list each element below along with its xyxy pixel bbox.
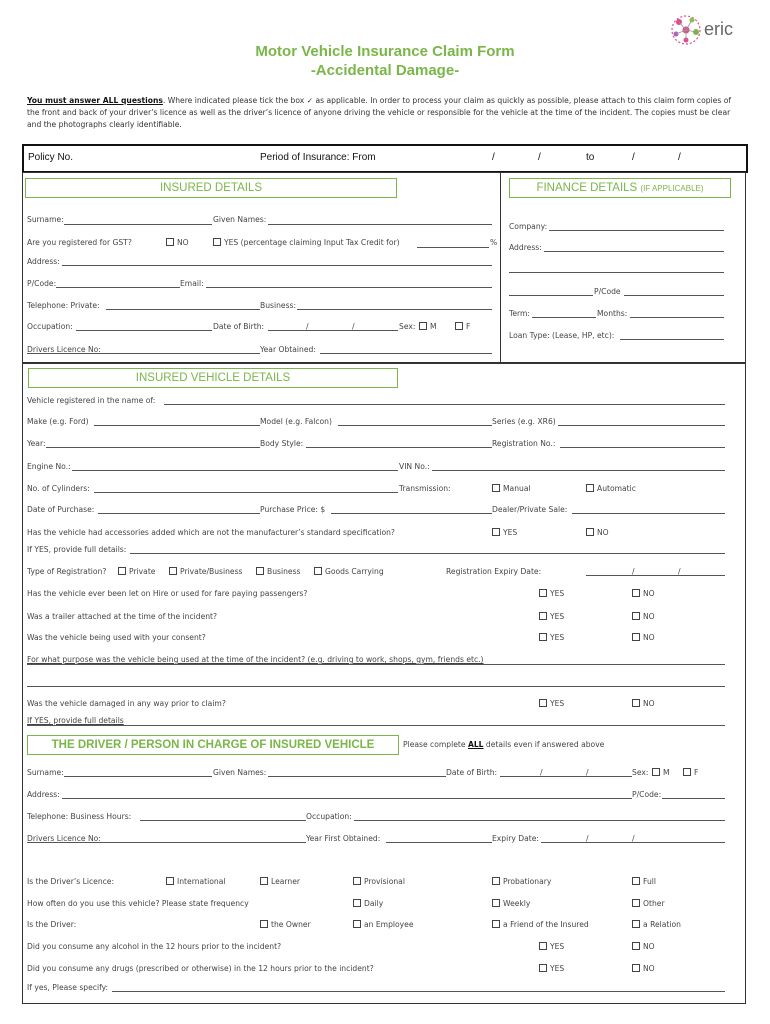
period-to-slash-1: / — [632, 152, 635, 163]
driver-dob-slash-2: / — [586, 768, 589, 777]
driver-given-field[interactable] — [268, 776, 446, 777]
insured-tel-private-label: Telephone: Private: — [27, 301, 100, 310]
intro-paragraph — [27, 95, 743, 132]
period-from-slash-1: / — [492, 152, 495, 163]
accessories-no-label: NO — [597, 528, 609, 537]
finance-term-field[interactable] — [532, 317, 596, 318]
insured-year-obtained-label: Year Obtained: — [260, 345, 316, 354]
licence-provisional-checkbox[interactable] — [353, 877, 361, 885]
trailer-yes-label: YES — [550, 612, 565, 621]
insured-sex-m-checkbox[interactable] — [419, 322, 427, 330]
section-divider — [500, 172, 501, 362]
finance-address-field-2[interactable] — [509, 272, 724, 273]
drugs-specify-label: If yes, Please specify: — [27, 983, 109, 992]
alcohol-no-checkbox[interactable] — [632, 942, 640, 950]
purpose-field-2[interactable] — [27, 686, 725, 687]
vehicle-cylinders-label: No. of Cylinders: — [27, 484, 90, 493]
finance-term-label: Term: — [509, 309, 530, 318]
period-from-slash-2: / — [538, 152, 541, 163]
frequency-other-label: Other — [643, 899, 665, 908]
vehicle-purchase-date-field[interactable] — [98, 513, 260, 514]
accessories-yes-label: YES — [503, 528, 518, 537]
insured-surname-field[interactable] — [64, 224, 212, 225]
frequency-daily-label: Daily — [364, 899, 384, 908]
alcohol-yes-label: YES — [550, 942, 565, 951]
reg-type-private-business-checkbox[interactable] — [169, 567, 177, 575]
consent-yes-option[interactable] — [539, 633, 564, 642]
vehicle-series-field[interactable] — [558, 425, 725, 426]
trailer-no-checkbox[interactable] — [632, 612, 640, 620]
insured-licence-label: Drivers Licence No: — [27, 345, 101, 354]
accessories-yes-option[interactable] — [492, 528, 517, 537]
vehicle-make-label: Make (e.g. Ford) — [27, 417, 89, 426]
vehicle-registered-name-field[interactable] — [164, 404, 725, 405]
frequency-weekly-label: Weekly — [503, 899, 531, 908]
finance-months-label: Months: — [597, 309, 628, 318]
drugs-no-option[interactable] — [632, 964, 655, 973]
reg-type-label: Type of Registration? — [27, 567, 107, 576]
driver-year-first-label: Year First Obtained: — [306, 834, 381, 843]
insured-year-obtained-field[interactable] — [320, 353, 492, 354]
vehicle-engine-label: Engine No.: — [27, 462, 71, 471]
licence-full-option[interactable] — [632, 877, 656, 886]
damaged-prior-yes-checkbox[interactable] — [539, 699, 547, 707]
trailer-question: Was a trailer attached at the time of the incident? — [27, 612, 218, 621]
hire-yes-option[interactable] — [539, 589, 564, 598]
insured-vehicle-heading: INSURED VEHICLE DETAILS — [28, 368, 398, 388]
finance-months-field[interactable] — [630, 317, 724, 318]
consent-no-checkbox[interactable] — [632, 633, 640, 641]
insured-business-field[interactable] — [297, 309, 492, 310]
vehicle-make-field[interactable] — [94, 425, 260, 426]
vehicle-body-label: Body Style: — [260, 439, 304, 448]
reg-type-private-business-label: Private/Business — [180, 567, 243, 576]
driver-friend-label: a Friend of the Insured — [503, 920, 589, 929]
damaged-prior-no-option[interactable] — [632, 699, 655, 708]
insured-given-label: Given Names: — [213, 215, 267, 224]
insured-section-frame — [22, 172, 746, 364]
vehicle-dealer-field[interactable] — [572, 513, 725, 514]
is-driver-question: Is the Driver: — [27, 920, 77, 929]
vehicle-model-field[interactable] — [338, 425, 492, 426]
frequency-weekly-option[interactable] — [492, 899, 530, 908]
hire-no-option[interactable] — [632, 589, 655, 598]
licence-full-checkbox[interactable] — [632, 877, 640, 885]
finance-details-heading — [509, 178, 731, 198]
insured-sex-f-label: F — [466, 322, 471, 331]
form-subtitle: -Accidental Damage- — [310, 62, 460, 79]
vehicle-engine-field[interactable] — [72, 470, 398, 471]
accessories-no-option[interactable] — [586, 528, 609, 537]
gst-yes-label: YES (percentage claiming Input Tax Credit for) — [224, 238, 400, 247]
driver-relation-label: a Relation — [643, 920, 681, 929]
driver-note — [403, 740, 604, 749]
insured-sex-f-checkbox[interactable] — [455, 322, 463, 330]
driver-sex-m-checkbox[interactable] — [652, 768, 660, 776]
trailer-no-label: NO — [643, 612, 655, 621]
driver-sex-f-option[interactable] — [683, 768, 698, 777]
hire-yes-checkbox[interactable] — [539, 589, 547, 597]
driver-friend-option[interactable] — [492, 920, 589, 929]
driver-year-first-field[interactable] — [386, 842, 492, 843]
gst-percentage-field[interactable] — [417, 247, 489, 248]
insured-email-field[interactable] — [206, 287, 492, 288]
insured-licence-field[interactable] — [27, 353, 260, 354]
driver-friend-checkbox[interactable] — [492, 920, 500, 928]
driver-employee-label: an Employee — [364, 920, 414, 929]
reg-expiry-slash-2: / — [678, 567, 681, 576]
gst-yes-checkbox[interactable] — [213, 238, 221, 246]
driver-given-label: Given Names: — [213, 768, 267, 777]
driver-sex-m-label: M — [663, 768, 670, 777]
trailer-no-option[interactable] — [632, 612, 655, 621]
finance-address-label: Address: — [509, 243, 542, 252]
vehicle-year-label: Year: — [27, 439, 46, 448]
insured-dob-label: Date of Birth: — [213, 322, 265, 331]
damaged-prior-no-checkbox[interactable] — [632, 699, 640, 707]
transmission-manual-option[interactable] — [492, 484, 531, 493]
driver-sex-m-option[interactable] — [652, 768, 670, 777]
transmission-manual-checkbox[interactable] — [492, 484, 500, 492]
frequency-other-checkbox[interactable] — [632, 899, 640, 907]
accessories-yes-checkbox[interactable] — [492, 528, 500, 536]
policy-no-label: Policy No. — [28, 152, 74, 163]
insured-surname-label: Surname: — [27, 215, 64, 224]
insured-pcode-label: P/Code: — [27, 279, 57, 288]
intro-text: . Where indicated please tick the box ✓ as applicable. In order to process your claim as quickly as possible, please attach to this claim form copies of the front and back of your driver’s licence as well as the driver’s licence of anyone driving the vehicle or responsible for the vehicle at the time of the incident. The copies must be clear and the photographs clearly identifiable. — [27, 96, 732, 130]
driver-owner-option[interactable] — [260, 920, 311, 929]
vehicle-vin-label: VIN No.: — [399, 462, 430, 471]
form-title: Motor Vehicle Insurance Claim Form — [255, 43, 515, 60]
reg-type-business-label: Business — [267, 567, 301, 576]
reg-type-private-option[interactable] — [118, 567, 155, 576]
finance-loan-type-label: Loan Type: (Lease, HP, etc): — [509, 331, 615, 340]
insured-sex-label: Sex: — [399, 322, 416, 331]
driver-tel-business-field[interactable] — [140, 820, 306, 821]
driver-pcode-field[interactable] — [662, 798, 725, 799]
damaged-prior-yes-label: YES — [550, 699, 565, 708]
driver-licence-field[interactable] — [27, 842, 306, 843]
driver-licence-label: Drivers Licence No: — [27, 834, 101, 843]
driver-pcode-label: P/Code: — [632, 790, 662, 799]
insured-sex-m-label: M — [430, 322, 437, 331]
vehicle-purchase-price-label: Purchase Price: $ — [260, 505, 326, 514]
insured-address-label: Address: — [27, 257, 60, 266]
driver-tel-business-label: Telephone: Business Hours: — [27, 812, 132, 821]
consent-yes-label: YES — [550, 633, 565, 642]
driver-note-pre: Please complete — [403, 740, 468, 749]
damaged-prior-yes-option[interactable] — [539, 699, 564, 708]
alcohol-yes-checkbox[interactable] — [539, 942, 547, 950]
insured-details-heading: INSURED DETAILS — [25, 178, 397, 198]
transmission-automatic-option[interactable] — [586, 484, 636, 493]
licence-probationary-option[interactable] — [492, 877, 551, 886]
driver-expiry-slash-2: / — [632, 834, 635, 843]
damaged-prior-no-label: NO — [643, 699, 655, 708]
damaged-prior-question: Was the vehicle damaged in any way prior to claim? — [27, 699, 226, 708]
hire-question: Has the vehicle ever been let on Hire or used for fare paying passengers? — [27, 589, 308, 598]
finance-company-field[interactable] — [549, 230, 724, 231]
hire-no-label: NO — [643, 589, 655, 598]
reg-type-goods-checkbox[interactable] — [314, 567, 322, 575]
insured-tel-private-field[interactable] — [106, 309, 260, 310]
vehicle-body-field[interactable] — [306, 447, 492, 448]
gst-yes-option[interactable] — [213, 238, 400, 247]
finance-heading-note: (IF APPLICABLE) — [640, 184, 704, 193]
reg-expiry-slash-1: / — [632, 567, 635, 576]
vehicle-dealer-label: Dealer/Private Sale: — [492, 505, 568, 514]
alcohol-yes-option[interactable] — [539, 942, 564, 951]
period-to-label: to — [586, 152, 595, 163]
finance-pcode-label: P/Code — [594, 287, 621, 296]
driver-dob-label: Date of Birth: — [446, 768, 498, 777]
insured-dob-slash-1: / — [306, 322, 309, 331]
alcohol-no-label: NO — [643, 942, 655, 951]
reg-expiry-label: Registration Expiry Date: — [446, 567, 542, 576]
reg-type-business-option[interactable] — [256, 567, 301, 576]
licence-probationary-label: Probationary — [503, 877, 552, 886]
insured-occupation-label: Occupation: — [27, 322, 73, 331]
purpose-field[interactable] — [27, 664, 725, 665]
insured-given-field[interactable] — [268, 224, 492, 225]
licence-international-checkbox[interactable] — [166, 877, 174, 885]
reg-expiry-field[interactable] — [586, 575, 725, 576]
finance-heading-text: FINANCE DETAILS — [536, 182, 638, 194]
licence-provisional-option[interactable] — [353, 877, 405, 886]
frequency-daily-option[interactable] — [353, 899, 383, 908]
gst-no-option[interactable] — [166, 238, 189, 247]
vehicle-model-label: Model (e.g. Falcon) — [260, 417, 332, 426]
driver-expiry-label: Expiry Date: — [492, 834, 539, 843]
drugs-yes-option[interactable] — [539, 964, 564, 973]
driver-employee-checkbox[interactable] — [353, 920, 361, 928]
driver-surname-field[interactable] — [64, 776, 212, 777]
vehicle-transmission-label: Transmission: — [399, 484, 451, 493]
driver-surname-label: Surname: — [27, 768, 64, 777]
vehicle-purchase-price-field[interactable] — [331, 513, 492, 514]
driver-sex-f-label: F — [694, 768, 699, 777]
driver-heading: THE DRIVER / PERSON IN CHARGE OF INSURED VEHICLE — [27, 735, 399, 755]
insured-address-field[interactable] — [62, 265, 492, 266]
reg-type-goods-label: Goods Carrying — [325, 567, 384, 576]
vehicle-cylinders-field[interactable] — [94, 492, 398, 493]
gst-no-checkbox[interactable] — [166, 238, 174, 246]
trailer-yes-checkbox[interactable] — [539, 612, 547, 620]
insured-sex-f-option[interactable] — [455, 322, 470, 331]
driver-owner-label: the Owner — [271, 920, 311, 929]
insured-pcode-field[interactable] — [56, 287, 180, 288]
frequency-weekly-checkbox[interactable] — [492, 899, 500, 907]
licence-type-question: Is the Driver’s Licence: — [27, 877, 115, 886]
drugs-question: Did you consume any drugs (prescribed or otherwise) in the 12 hours prior to the incident? — [27, 964, 374, 973]
consent-question: Was the vehicle being used with your consent? — [27, 633, 206, 642]
hire-yes-label: YES — [550, 589, 565, 598]
trailer-yes-option[interactable] — [539, 612, 564, 621]
hire-no-checkbox[interactable] — [632, 589, 640, 597]
policy-bar — [22, 144, 748, 173]
insured-business-label: Business: — [260, 301, 297, 310]
reg-type-business-checkbox[interactable] — [256, 567, 264, 575]
accessories-no-checkbox[interactable] — [586, 528, 594, 536]
drugs-yes-label: YES — [550, 964, 565, 973]
consent-no-option[interactable] — [632, 633, 655, 642]
purpose-question: For what purpose was the vehicle being used at the time of the incident? (e.g. driving to work, shops, gym, friends etc.) — [27, 655, 484, 664]
licence-learner-checkbox[interactable] — [260, 877, 268, 885]
driver-expiry-slash-1: / — [586, 834, 589, 843]
frequency-daily-checkbox[interactable] — [353, 899, 361, 907]
drugs-yes-checkbox[interactable] — [539, 964, 547, 972]
frequency-other-option[interactable] — [632, 899, 665, 908]
driver-note-post: details even if answered above — [483, 740, 605, 749]
finance-loan-type-field[interactable] — [620, 339, 724, 340]
driver-occupation-field[interactable] — [354, 820, 725, 821]
transmission-manual-label: Manual — [503, 484, 531, 493]
consent-yes-checkbox[interactable] — [539, 633, 547, 641]
driver-address-label: Address: — [27, 790, 60, 799]
driver-dob-field[interactable] — [500, 776, 632, 777]
gst-question: Are you registered for GST? — [27, 238, 132, 247]
drugs-no-label: NO — [643, 964, 655, 973]
finance-company-label: Company: — [509, 222, 548, 231]
accessories-details-label: If YES, provide full details: — [27, 545, 127, 554]
licence-full-label: Full — [643, 877, 656, 886]
transmission-automatic-label: Automatic — [597, 484, 636, 493]
vehicle-year-field[interactable] — [46, 447, 260, 448]
vehicle-rego-field[interactable] — [560, 447, 725, 448]
vehicle-vin-field[interactable] — [432, 470, 725, 471]
consent-no-label: NO — [643, 633, 655, 642]
driver-address-field[interactable] — [62, 798, 632, 799]
insured-sex-m-option[interactable] — [419, 322, 437, 331]
finance-address-field-3[interactable] — [509, 295, 593, 296]
gst-percent-sign: % — [490, 238, 498, 247]
reg-type-private-business-option[interactable] — [169, 567, 243, 576]
vehicle-purchase-date-label: Date of Purchase: — [27, 505, 95, 514]
frequency-question: How often do you use this vehicle? Please state frequency — [27, 899, 249, 908]
insured-dob-slash-2: / — [352, 322, 355, 331]
insured-occupation-field[interactable] — [76, 330, 212, 331]
insured-dob-field[interactable] — [268, 330, 398, 331]
damaged-prior-details-label: If YES, provide full details — [27, 716, 124, 725]
finance-address-field[interactable] — [544, 251, 724, 252]
alcohol-no-option[interactable] — [632, 942, 655, 951]
licence-probationary-checkbox[interactable] — [492, 877, 500, 885]
vehicle-registered-name-label: Vehicle registered in the name of: — [27, 396, 156, 405]
licence-learner-option[interactable] — [260, 877, 300, 886]
driver-sex-label: Sex: — [632, 768, 649, 777]
licence-international-label: International — [177, 877, 226, 886]
reg-type-private-checkbox[interactable] — [118, 567, 126, 575]
driver-relation-checkbox[interactable] — [632, 920, 640, 928]
accessories-details-field[interactable] — [130, 553, 725, 554]
period-to-slash-2: / — [678, 152, 681, 163]
damaged-prior-details-field[interactable] — [27, 725, 725, 726]
alcohol-question: Did you consume any alcohol in the 12 hours prior to the incident? — [27, 942, 282, 951]
drugs-specify-field[interactable] — [112, 991, 725, 992]
vehicle-series-label: Series (e.g. XR6) — [492, 417, 556, 426]
driver-occupation-label: Occupation: — [306, 812, 352, 821]
licence-learner-label: Learner — [271, 877, 301, 886]
driver-sex-f-checkbox[interactable] — [683, 768, 691, 776]
logo-text: eric — [704, 19, 734, 39]
period-label: Period of Insurance: From — [260, 152, 376, 163]
gst-no-label: NO — [177, 238, 189, 247]
reg-type-private-label: Private — [129, 567, 156, 576]
driver-note-bold: ALL — [467, 740, 484, 749]
driver-employee-option[interactable] — [353, 920, 414, 929]
transmission-automatic-checkbox[interactable] — [586, 484, 594, 492]
vehicle-rego-label: Registration No.: — [492, 439, 556, 448]
driver-relation-option[interactable] — [632, 920, 681, 929]
licence-provisional-label: Provisional — [364, 877, 405, 886]
intro-bold: You must answer ALL questions — [27, 96, 163, 105]
reg-type-goods-option[interactable] — [314, 567, 384, 576]
drugs-no-checkbox[interactable] — [632, 964, 640, 972]
finance-pcode-field[interactable] — [624, 295, 724, 296]
accessories-question: Has the vehicle had accessories added which are not the manufacturer’s standard specification? — [27, 528, 395, 537]
driver-dob-slash-1: / — [540, 768, 543, 777]
licence-international-option[interactable] — [166, 877, 225, 886]
insured-email-label: Email: — [180, 279, 204, 288]
driver-owner-checkbox[interactable] — [260, 920, 268, 928]
